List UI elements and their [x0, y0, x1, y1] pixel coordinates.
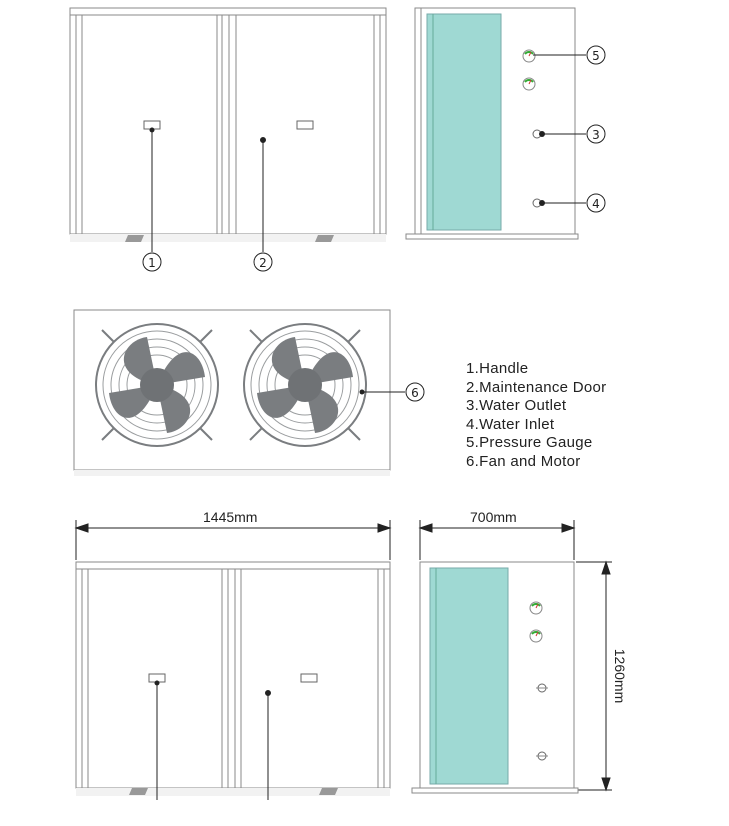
dimension-width — [76, 520, 390, 560]
side-view-top — [406, 8, 586, 239]
svg-text:4: 4 — [592, 197, 600, 211]
callout-3 — [587, 125, 605, 143]
legend-item-water-inlet: 4.Water Inlet — [466, 415, 555, 433]
depth-label: 700mm — [470, 509, 517, 525]
legend-item-fan-and-motor: 6.Fan and Motor — [466, 452, 581, 470]
legend-item-pressure-gauge: 5.Pressure Gauge — [466, 434, 593, 451]
legend-item-handle: 1.Handle — [466, 360, 529, 377]
svg-text:3: 3 — [592, 128, 600, 142]
callout-2 — [254, 253, 272, 271]
legend-item-water-outlet: 3.Water Outlet — [466, 397, 567, 414]
fan-left-icon — [96, 324, 218, 446]
dimension-depth — [420, 520, 574, 560]
callout-5 — [587, 46, 605, 64]
callout-1 — [143, 253, 161, 271]
dimension-height — [576, 562, 612, 790]
svg-text:6: 6 — [411, 386, 419, 400]
front-view-bottom — [76, 562, 390, 796]
svg-text:1: 1 — [148, 256, 156, 270]
legend-item-maintenance-door: 2.Maintenance Door — [466, 378, 607, 396]
height-label: 1260mm — [612, 648, 628, 704]
top-view-fans — [74, 310, 405, 476]
side-view-bottom — [412, 562, 578, 793]
width-label: 1445mm — [203, 509, 258, 525]
callout-6 — [406, 383, 424, 401]
svg-text:2: 2 — [259, 256, 267, 270]
fan-right-icon — [244, 324, 366, 446]
front-view-top — [70, 8, 386, 242]
parts-legend — [466, 360, 606, 471]
callout-4 — [587, 194, 605, 212]
svg-text:5: 5 — [592, 49, 600, 63]
